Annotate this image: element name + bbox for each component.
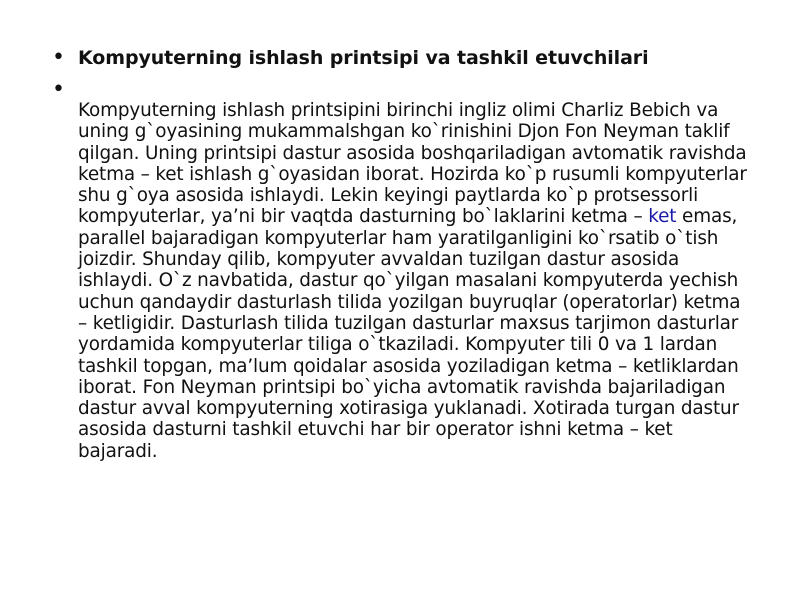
body-bullet-item	[52, 76, 752, 462]
bullet-marker: •	[52, 77, 65, 102]
body-text-part-2: emas, parallel bajaradigan kompyuterlar ham yaratilganligini ko`rsatib o`tish joizdir. Shunday qilib, kompyuter avvaldan tuzilgan dastur asosida ishlaydi. O`z navbatida, dastur qo`yilgan masalani kompyuterda yechish uchun qandaydir dasturlash tilida yozilgan buyruqlar (operatorlar) ketma – ketligidir. Dasturlash tilida tuzilgan dasturlar maxsus tarjimon dasturlar yordamida kompyuterlar tiliga o`tkaziladi. Kompyuter tili 0 va 1 lardan tashkil topgan, ma’lum qoidalar asosida yoziladigan ketma – ketliklardan iborat. Fon Neyman printsipi bo`yicha avtomatik ravishda bajariladigan dastur avval kompyuterning xotirasiga yuklanadi. Xotirada turgan dastur asosida dasturni tashkil etuvchi har bir operator ishni ketma – ket bajaradi.	[78, 206, 741, 462]
slide-heading: Kompyuterning ishlash printsipi va tashkil etuvchilari	[78, 47, 649, 69]
bullet-list	[52, 44, 752, 462]
bullet-marker: •	[52, 45, 65, 70]
body-text-part-1: Kompyuterning ishlash printsipini birinchi ingliz olimi Charliz Bebich va uning g`oyasining mukammalshgan ko`rinishini Djon Fon Neyman taklif qilgan. Uning printsipi dastur asosida boshqariladigan avtomatik ravishda ketma – ket ishlash g`oyasidan iborat. Hozirda ko`p rusumli kompyuterlar shu g`oya asosida ishlaydi. Lekin keyingi paytlarda ko`p protsessorli kompyuterlar, ya’ni bir vaqtda dasturning bo`laklarini ketma –	[78, 100, 747, 228]
heading-bullet-item	[52, 44, 752, 72]
body-paragraph	[78, 100, 752, 462]
body-link-word[interactable]: ket	[648, 206, 677, 228]
empty-bullet-line	[78, 76, 752, 100]
